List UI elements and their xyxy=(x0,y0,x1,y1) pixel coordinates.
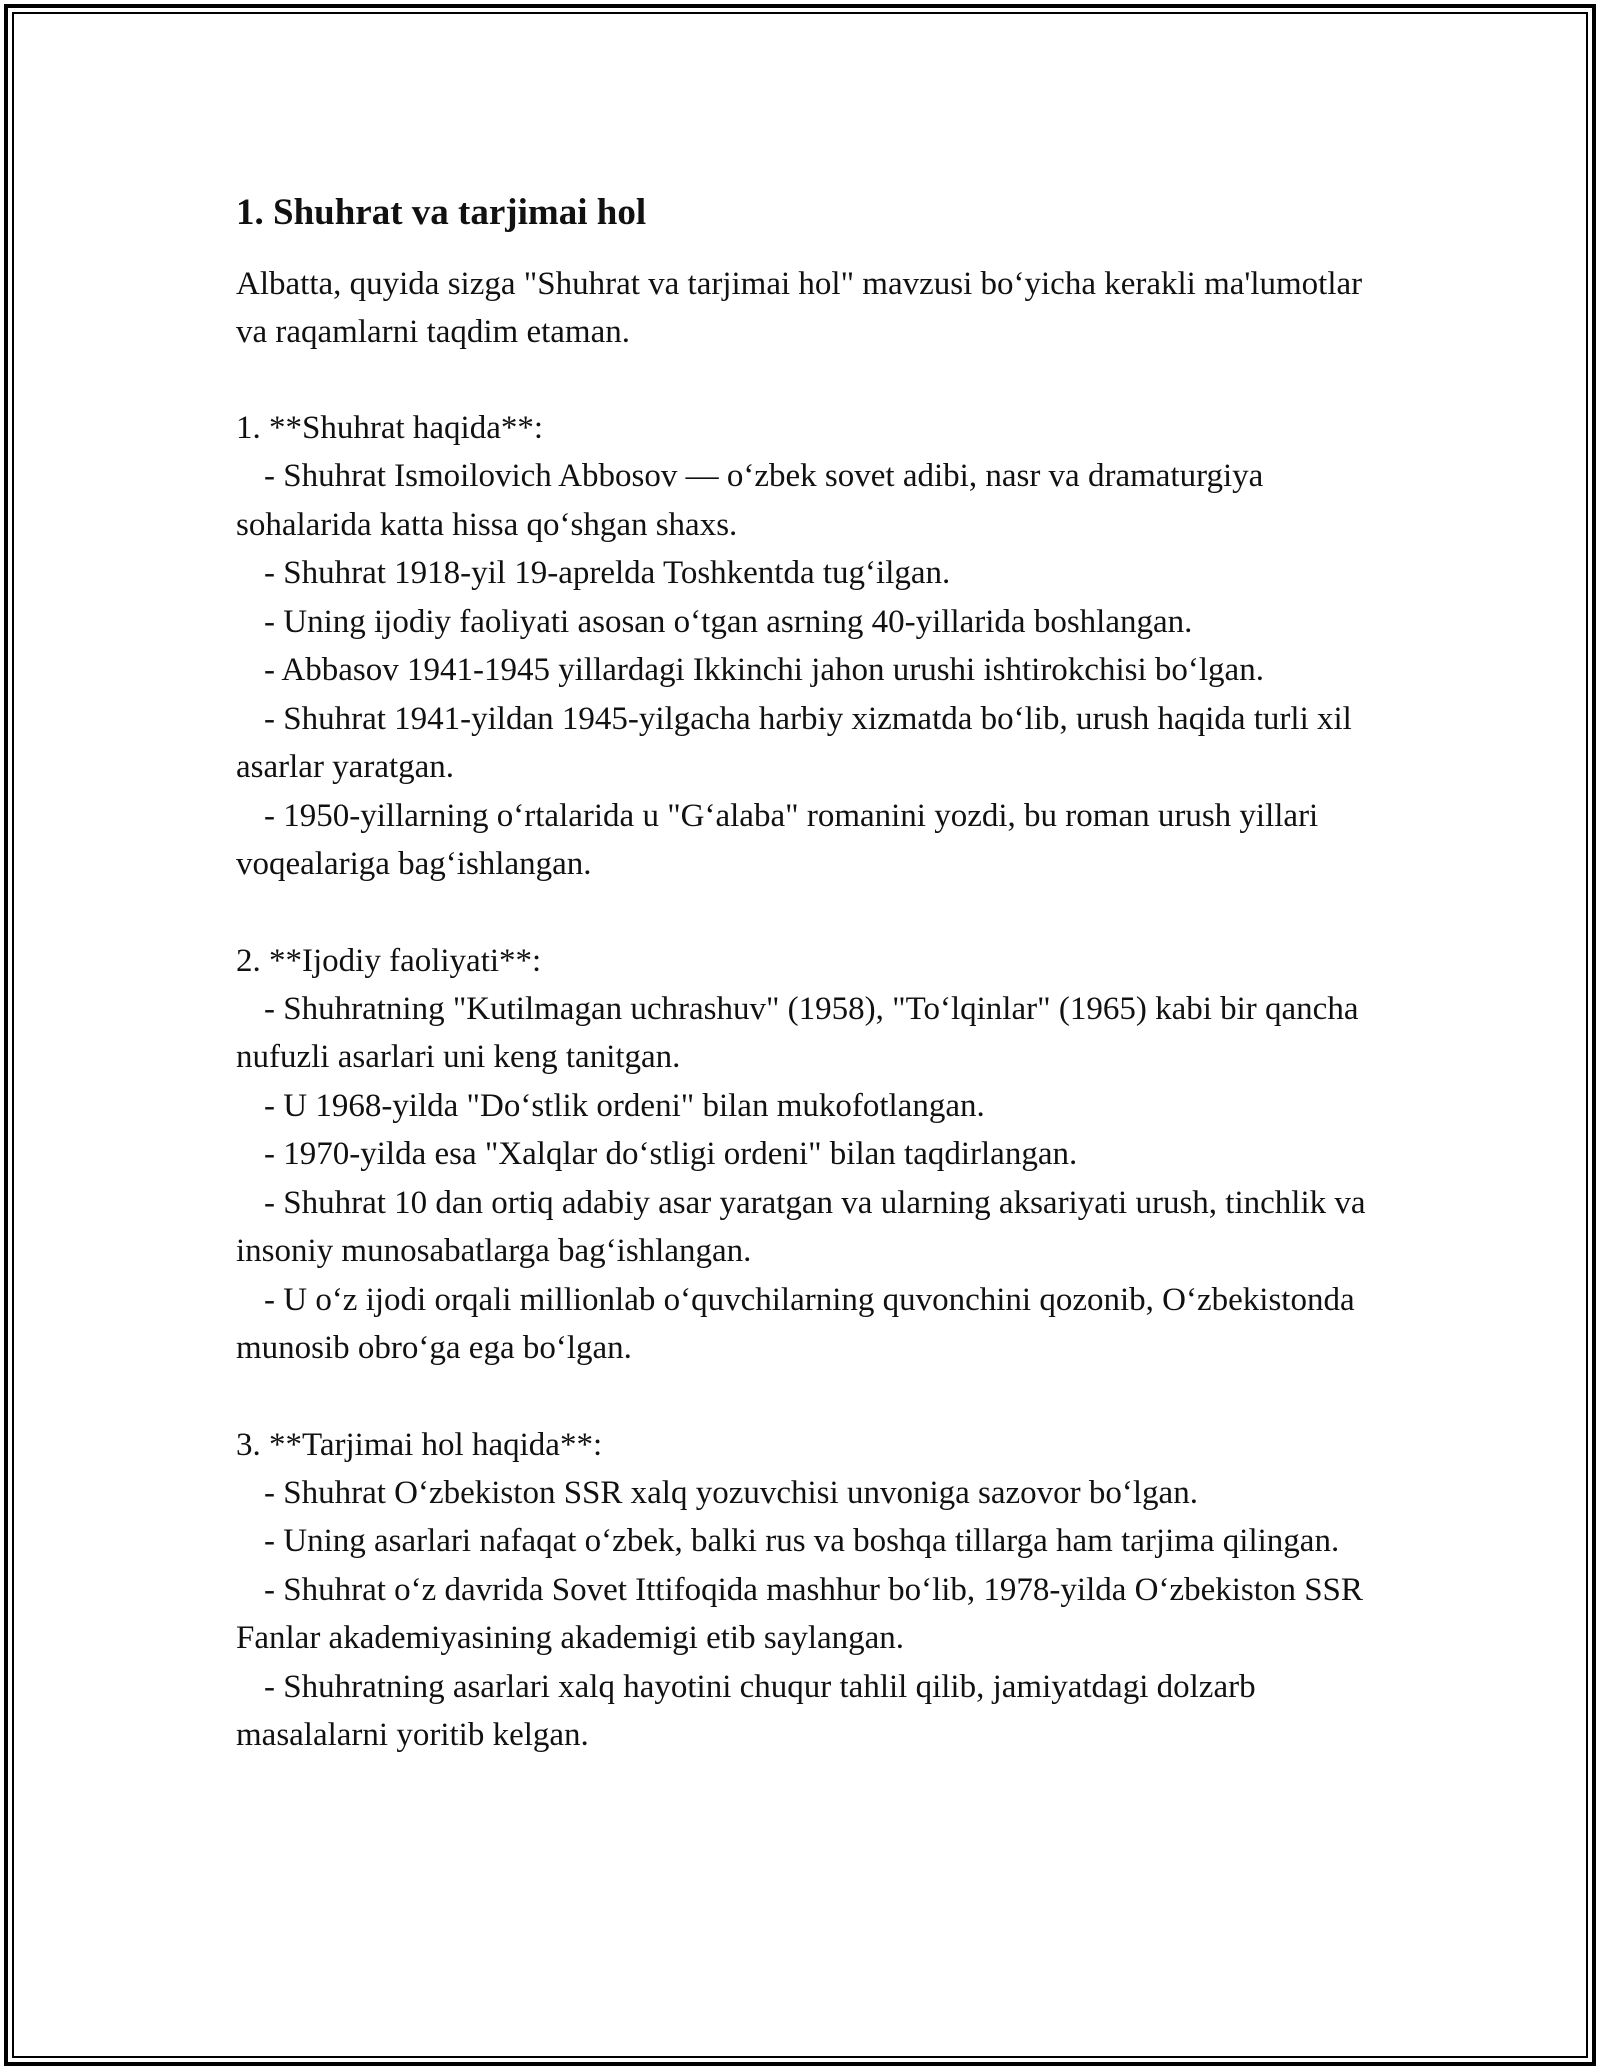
list-item: - U o‘z ijodi orqali millionlab o‘quvchilarning quvonchini qozonib, O‘zbekistonda munosib obro‘ga ega bo‘lgan. xyxy=(236,1281,1355,1366)
section-title: 3. **Tarjimai hol haqida**: xyxy=(236,1426,603,1463)
list-item: - Shuhrat 10 dan ortiq adabiy asar yaratgan va ularning aksariyati urush, tinchlik va insoniy munosabatlarga bag‘ishlangan. xyxy=(236,1184,1366,1269)
list-item: - Shuhratning asarlari xalq hayotini chuqur tahlil qilib, jamiyatdagi dolzarb masalalarni yoritib kelgan. xyxy=(236,1668,1256,1753)
list-item: - U 1968-yilda "Do‘stlik ordeni" bilan mukofotlangan. xyxy=(264,1087,985,1124)
document-heading: 1. Shuhrat va tarjimai hol xyxy=(236,192,647,233)
document-body xyxy=(236,186,1386,1760)
intro-paragraph: Albatta, quyida sizga "Shuhrat va tarjimai hol" mavzusi bo‘yicha kerakli ma'lumotlar va raqamlarni taqdim etaman. xyxy=(236,266,1363,350)
section-ijodiy-faoliyati xyxy=(236,937,1386,1373)
list-item: - Uning asarlari nafaqat o‘zbek, balki rus va boshqa tillarga ham tarjima qilingan. xyxy=(264,1523,1340,1559)
list-item: - Abbasov 1941-1945 yillardagi Ikkinchi jahon urushi ishtirokchisi bo‘lgan. xyxy=(264,652,1264,688)
list-item: - Shuhrat Ismoilovich Abbosov — o‘zbek sovet adibi, nasr va dramaturgiya sohalarida katta hissa qo‘shgan shaxs. xyxy=(236,458,1264,543)
list-item: - Shuhrat 1918-yil 19-aprelda Toshkentda tug‘ilgan. xyxy=(264,555,951,591)
list-item: - Shuhrat O‘zbekiston SSR xalq yozuvchisi unvoniga sazovor bo‘lgan. xyxy=(264,1474,1198,1511)
list-item: - Shuhrat 1941-yildan 1945-yilgacha harbiy xizmatda bo‘lib, urush haqida turli xil asarlar yaratgan. xyxy=(236,700,1352,785)
section-title: 1. **Shuhrat haqida**: xyxy=(236,410,544,446)
list-item: - 1950-yillarning o‘rtalarida u "G‘alaba" romanini yozdi, bu roman urush yillari voqealariga bag‘ishlangan. xyxy=(236,797,1319,882)
list-item: - Shuhrat o‘z davrida Sovet Ittifoqida mashhur bo‘lib, 1978-yilda O‘zbekiston SSR Fanlar akademiyasining akademigi etib saylangan. xyxy=(236,1571,1363,1656)
list-item: - 1970-yilda esa "Xalqlar do‘stligi ordeni" bilan taqdirlangan. xyxy=(264,1136,1078,1172)
section-title: 2. **Ijodiy faoliyati**: xyxy=(236,942,542,979)
section-tarjimai-hol-haqida xyxy=(236,1421,1386,1760)
list-item: - Shuhratning "Kutilmagan uchrashuv" (1958), "To‘lqinlar" (1965) kabi bir qancha nufuzli asarlari uni keng tanitgan. xyxy=(236,990,1359,1075)
list-item: - Uning ijodiy faoliyati asosan o‘tgan asrning 40-yillarida boshlangan. xyxy=(264,603,1193,640)
section-shuhrat-haqida xyxy=(236,404,1386,889)
